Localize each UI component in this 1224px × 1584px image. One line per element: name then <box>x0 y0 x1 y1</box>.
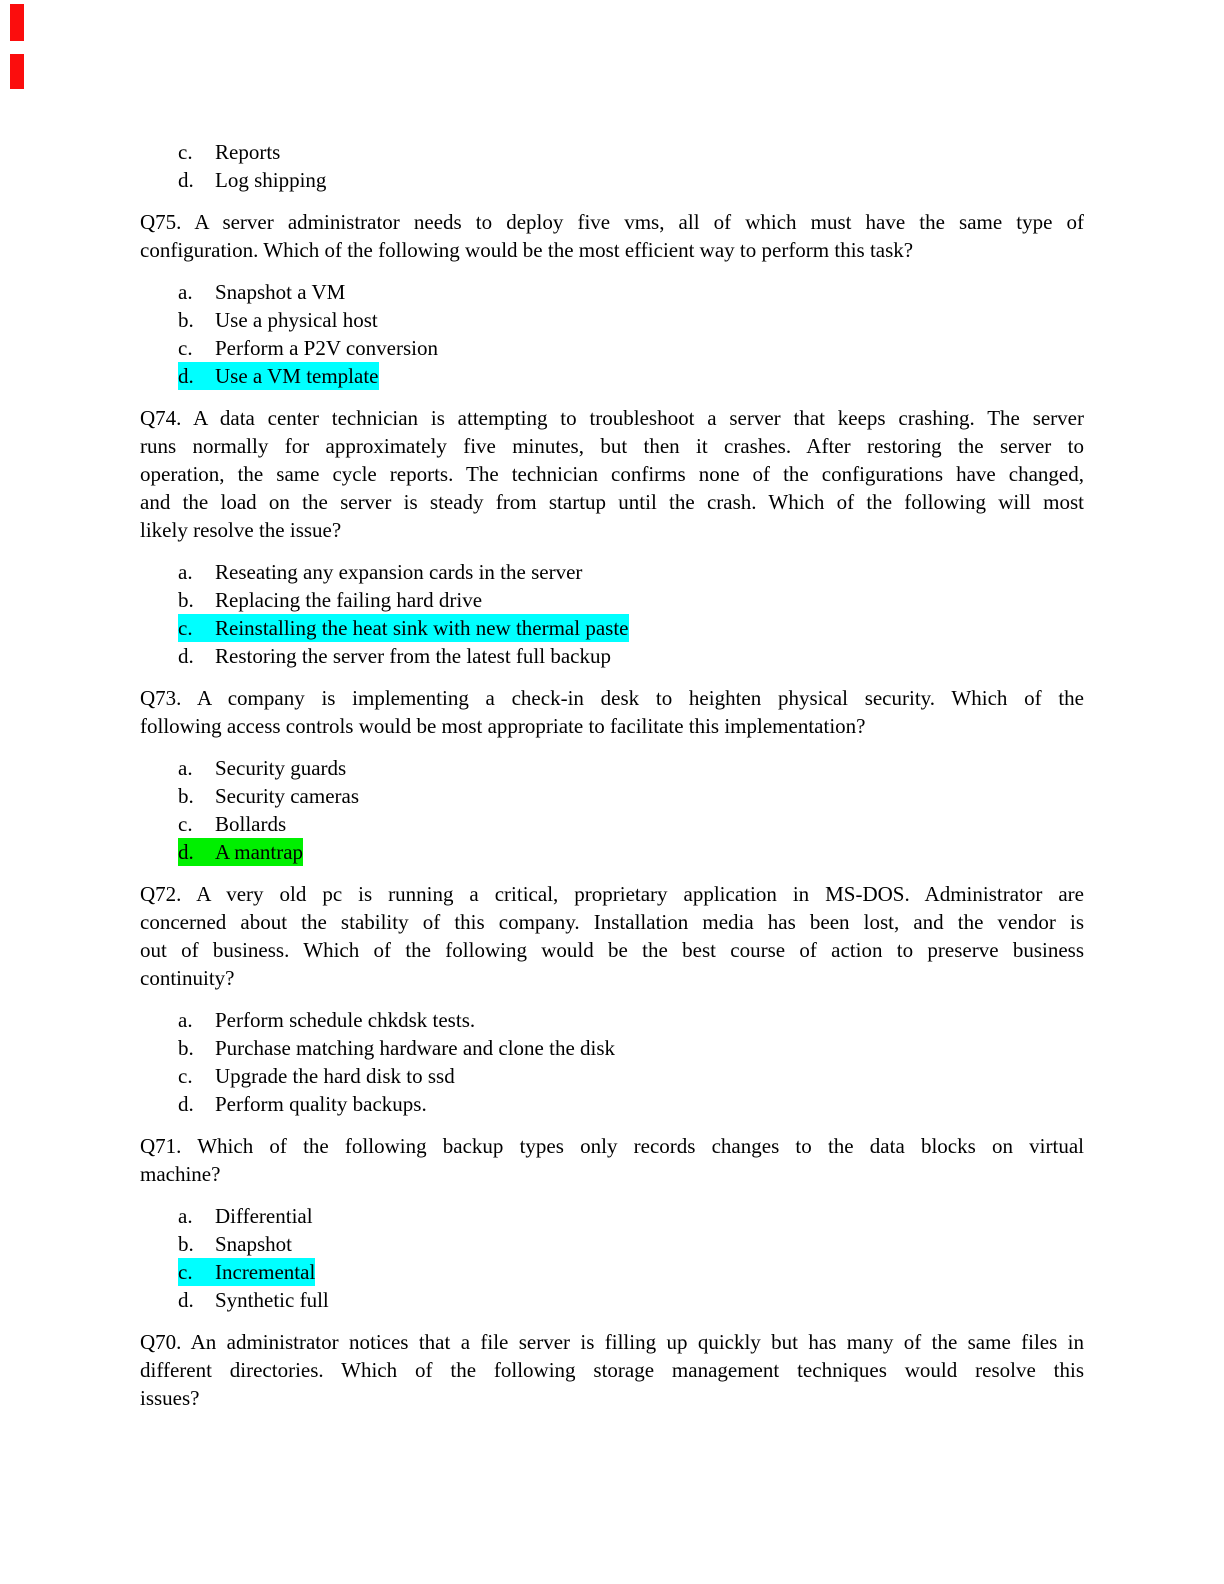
q72-options <box>140 1006 1084 1118</box>
paragraph-line: likely resolve the issue? <box>140 518 342 542</box>
option-text: Reinstalling the heat sink with new thermal paste <box>215 616 629 640</box>
option-letter: b. <box>178 784 194 808</box>
answer-wrap <box>178 1090 427 1118</box>
answer-option <box>178 810 1084 838</box>
option-text: Synthetic full <box>215 1288 329 1312</box>
option-text: Differential <box>215 1204 313 1228</box>
highlighted-answer <box>178 1258 315 1286</box>
option-text: Security guards <box>215 756 347 780</box>
answer-option <box>178 558 1084 586</box>
option-letter: c. <box>178 140 193 164</box>
answer-option <box>178 306 1084 334</box>
answer-option <box>178 334 1084 362</box>
answer-wrap <box>178 1286 329 1314</box>
answer-wrap <box>178 642 611 670</box>
q75-question <box>140 208 1084 264</box>
paragraph-line: operation, the same cycle reports. The technician confirms none of the configurations have changed, <box>140 462 1084 486</box>
option-text: Replacing the failing hard drive <box>215 588 483 612</box>
answer-option <box>178 362 1084 390</box>
answer-option <box>178 1230 1084 1258</box>
option-letter: b. <box>178 308 194 332</box>
option-letter: d. <box>178 644 194 668</box>
option-text: Log shipping <box>215 168 327 192</box>
answer-option <box>178 1034 1084 1062</box>
q74-options <box>140 558 1084 670</box>
highlighted-answer <box>178 614 629 642</box>
answer-wrap <box>178 782 359 810</box>
answer-wrap <box>178 306 378 334</box>
answer-wrap <box>178 810 286 838</box>
answer-option <box>178 754 1084 782</box>
q71-options <box>140 1202 1084 1314</box>
answer-wrap <box>178 586 482 614</box>
option-letter: d. <box>178 1092 194 1116</box>
q74-question <box>140 404 1084 544</box>
paragraph-line: issues? <box>140 1386 200 1410</box>
paragraph-line: Q70. An administrator notices that a file server is filling up quickly but has many of the same files in <box>140 1330 1084 1354</box>
answer-wrap <box>178 138 280 166</box>
option-text: Snapshot a VM <box>215 280 346 304</box>
red-edge-mark <box>10 54 24 89</box>
paragraph-line: out of business. Which of the following would be the best course of action to preserve business <box>140 938 1084 962</box>
answer-wrap <box>178 1202 313 1230</box>
option-text: Restoring the server from the latest full backup <box>215 644 611 668</box>
answer-wrap <box>178 754 346 782</box>
paragraph-line: machine? <box>140 1162 221 1186</box>
paragraph-line: continuity? <box>140 966 235 990</box>
option-text: Security cameras <box>215 784 360 808</box>
option-letter: a. <box>178 756 193 780</box>
option-text: Purchase matching hardware and clone the disk <box>215 1036 616 1060</box>
paragraph-line: configuration. Which of the following would be the most efficient way to perform this task? <box>140 238 914 262</box>
paragraph-line: different directories. Which of the following storage management techniques would resolve this <box>140 1358 1084 1382</box>
option-text: Perform quality backups. <box>215 1092 427 1116</box>
answer-option <box>178 1062 1084 1090</box>
answer-wrap <box>178 1006 475 1034</box>
option-letter: a. <box>178 280 193 304</box>
q73-question <box>140 684 1084 740</box>
answer-option <box>178 1258 1084 1286</box>
answer-option <box>178 166 1084 194</box>
answer-wrap <box>178 1062 455 1090</box>
answer-wrap <box>178 166 326 194</box>
option-letter: b. <box>178 588 194 612</box>
option-letter: c. <box>178 1064 193 1088</box>
answer-wrap <box>178 278 345 306</box>
option-letter: c. <box>178 1260 193 1284</box>
answer-option <box>178 642 1084 670</box>
answer-option <box>178 1286 1084 1314</box>
option-text: Snapshot <box>215 1232 293 1256</box>
option-text: A mantrap <box>215 840 304 864</box>
paragraph-line: and the load on the server is steady from startup until the crash. Which of the following will most <box>140 490 1084 514</box>
paragraph-line: Q72. A very old pc is running a critical, proprietary application in MS-DOS. Administrator are <box>140 882 1084 906</box>
paragraph-line: Q71. Which of the following backup types only records changes to the data blocks on virtual <box>140 1134 1084 1158</box>
answer-option <box>178 1006 1084 1034</box>
answer-option <box>178 1202 1084 1230</box>
answer-wrap <box>178 558 582 586</box>
option-letter: a. <box>178 1008 193 1032</box>
q75-options <box>140 278 1084 390</box>
paragraph-line: Q74. A data center technician is attempting to troubleshoot a server that keeps crashing. The server <box>140 406 1084 430</box>
option-text: Reseating any expansion cards in the server <box>215 560 583 584</box>
option-letter: b. <box>178 1036 194 1060</box>
option-letter: b. <box>178 1232 194 1256</box>
answer-option <box>178 782 1084 810</box>
paragraph-line: Q73. A company is implementing a check-in desk to heighten physical security. Which of the <box>140 686 1084 710</box>
option-text: Perform a P2V conversion <box>215 336 438 360</box>
q76-options-partial <box>140 138 1084 194</box>
answer-wrap <box>178 334 438 362</box>
answer-option <box>178 1090 1084 1118</box>
option-letter: d. <box>178 1288 194 1312</box>
q71-question <box>140 1132 1084 1188</box>
paragraph-line: Q75. A server administrator needs to deploy five vms, all of which must have the same type of <box>140 210 1084 234</box>
option-text: Bollards <box>215 812 287 836</box>
option-letter: d. <box>178 364 194 388</box>
q72-question <box>140 880 1084 992</box>
document-content <box>140 138 1084 1426</box>
option-text: Upgrade the hard disk to ssd <box>215 1064 455 1088</box>
answer-option <box>178 138 1084 166</box>
paragraph-line: concerned about the stability of this company. Installation media has been lost, and the vendor is <box>140 910 1084 934</box>
option-text: Reports <box>215 140 281 164</box>
option-letter: a. <box>178 560 193 584</box>
option-text: Use a VM template <box>215 364 379 388</box>
q73-options <box>140 754 1084 866</box>
q70-question <box>140 1328 1084 1412</box>
answer-option <box>178 278 1084 306</box>
paragraph-line: runs normally for approximately five minutes, but then it crashes. After restoring the server to <box>140 434 1084 458</box>
answer-wrap <box>178 1034 615 1062</box>
option-text: Use a physical host <box>215 308 378 332</box>
highlighted-answer <box>178 838 303 866</box>
option-letter: c. <box>178 336 193 360</box>
highlighted-answer <box>178 362 379 390</box>
answer-option <box>178 838 1084 866</box>
option-letter: d. <box>178 840 194 864</box>
option-text: Perform schedule chkdsk tests. <box>215 1008 476 1032</box>
option-letter: d. <box>178 168 194 192</box>
red-edge-mark <box>10 4 24 41</box>
paragraph-line: following access controls would be most appropriate to facilitate this implementation? <box>140 714 866 738</box>
option-text: Incremental <box>215 1260 316 1284</box>
option-letter: c. <box>178 616 193 640</box>
option-letter: c. <box>178 812 193 836</box>
answer-wrap <box>178 1230 292 1258</box>
answer-option <box>178 614 1084 642</box>
option-letter: a. <box>178 1204 193 1228</box>
answer-option <box>178 586 1084 614</box>
